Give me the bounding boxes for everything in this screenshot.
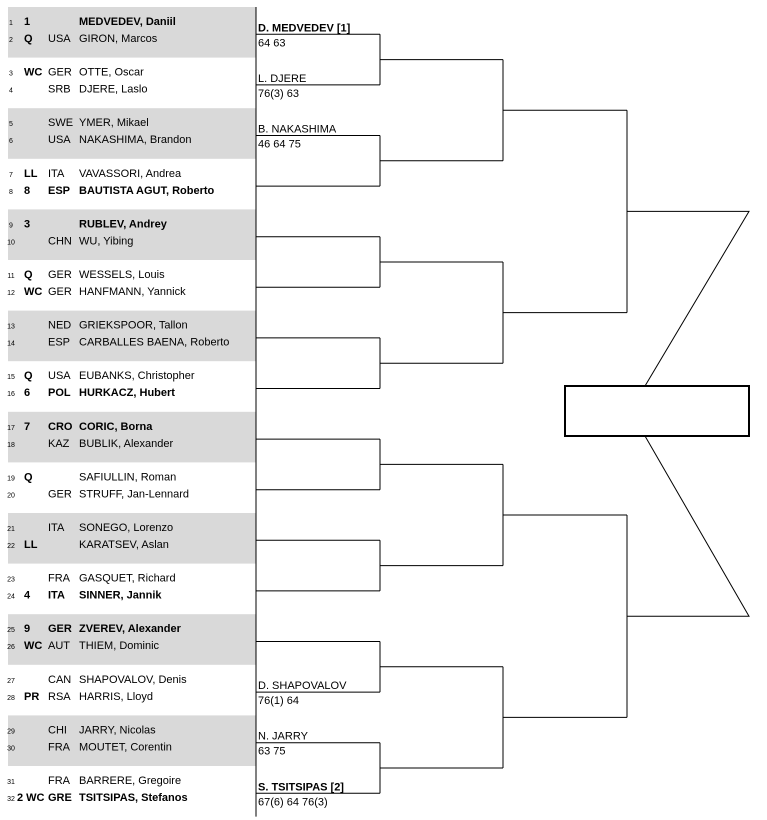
seed-label: PR xyxy=(24,690,40,703)
seed-label: 1 xyxy=(24,16,31,28)
draw-number: 11 xyxy=(7,273,15,280)
player-name: HANFMANN, Yannick xyxy=(79,286,186,298)
draw-number: 16 xyxy=(7,391,15,399)
seed-label: 3 xyxy=(24,218,31,231)
draw-number: 19 xyxy=(7,475,15,483)
draw-number: 12 xyxy=(7,290,15,297)
nationality: FRA xyxy=(48,741,70,754)
round2-winner: D. SHAPOVALOV xyxy=(258,680,347,693)
seed-label: 6 xyxy=(24,387,31,400)
player-name: EUBANKS, Christopher xyxy=(79,370,195,383)
player-name: KARATSEV, Aslan xyxy=(79,539,169,551)
nationality: GER xyxy=(48,269,72,281)
draw-number: 3 xyxy=(9,70,13,78)
nationality: ITA xyxy=(48,589,65,602)
player-name: VAVASSORI, Andrea xyxy=(79,167,182,180)
nationality: FRA xyxy=(48,572,70,585)
final-winner-box xyxy=(565,386,749,436)
nationality: USA xyxy=(48,33,71,45)
seed-label: WC xyxy=(24,66,43,79)
draw-number: 7 xyxy=(9,171,13,179)
draw-number: 9 xyxy=(9,222,13,230)
round2-score: 46 64 75 xyxy=(258,138,301,151)
nationality: CRO xyxy=(48,420,73,433)
nationality: FRA xyxy=(48,775,70,787)
seed-label: WC xyxy=(24,640,43,653)
draw-number: 5 xyxy=(9,121,13,129)
draw-number: 29 xyxy=(7,728,15,736)
player-name: ZVEREV, Alexander xyxy=(79,623,181,636)
player-name: HARRIS, Lloyd xyxy=(79,690,153,703)
round2-score: 76(1) 64 xyxy=(258,695,299,708)
draw-number: 21 xyxy=(7,526,15,533)
draw-number: 32 xyxy=(7,796,15,803)
player-name: CORIC, Borna xyxy=(79,420,153,433)
draw-number: 23 xyxy=(7,576,15,584)
nationality: AUT xyxy=(48,640,70,653)
round2-score: 64 63 xyxy=(258,37,286,50)
round2-score: 63 75 xyxy=(258,745,286,758)
seed-label: 2 WC xyxy=(17,792,45,804)
semifinal-bottom-line xyxy=(627,436,749,616)
nationality: USA xyxy=(48,370,71,383)
draw-number: 17 xyxy=(7,424,15,432)
player-name: STRUFF, Jan-Lennard xyxy=(79,488,190,501)
nationality: USA xyxy=(48,134,71,147)
player-name: NAKASHIMA, Brandon xyxy=(79,134,192,147)
nationality: POL xyxy=(48,387,71,400)
draw-number: 26 xyxy=(7,644,15,652)
nationality: KAZ xyxy=(48,437,70,450)
draw-number: 6 xyxy=(9,138,13,146)
player-name: WESSELS, Louis xyxy=(79,269,165,281)
seed-label: Q xyxy=(24,269,33,281)
nationality: GER xyxy=(48,66,72,79)
player-name: THIEM, Dominic xyxy=(79,640,160,653)
nationality: ESP xyxy=(48,184,71,197)
player-name: DJERE, Laslo xyxy=(79,83,148,96)
seed-label: 9 xyxy=(24,623,31,636)
player-name: SINNER, Jannik xyxy=(79,589,162,602)
draw-number: 13 xyxy=(7,323,15,331)
draw-number: 22 xyxy=(7,543,15,550)
seed-label: 7 xyxy=(24,420,31,433)
seed-label: Q xyxy=(24,471,33,484)
round2-winner: L. DJERE xyxy=(258,72,307,85)
draw-number: 30 xyxy=(7,745,15,753)
player-name: HURKACZ, Hubert xyxy=(79,387,175,400)
seed-label: Q xyxy=(24,33,33,45)
player-name: MOUTET, Corentin xyxy=(79,741,172,754)
player-name: YMER, Mikael xyxy=(79,117,149,130)
seed-label: 4 xyxy=(24,589,31,602)
player-name: GIRON, Marcos xyxy=(79,33,158,45)
round2-winner: B. NAKASHIMA xyxy=(258,123,337,136)
player-name: GASQUET, Richard xyxy=(79,572,176,585)
player-name: MEDVEDEV, Daniil xyxy=(79,16,176,28)
draw-number: 8 xyxy=(9,188,13,196)
player-name: TSITSIPAS, Stefanos xyxy=(79,792,188,804)
player-name: CARBALLES BAENA, Roberto xyxy=(79,336,230,349)
round2-winner: S. TSITSIPAS [2] xyxy=(258,781,344,794)
nationality: RSA xyxy=(48,690,71,703)
draw-number: 20 xyxy=(7,492,15,500)
draw-number: 28 xyxy=(7,694,15,702)
player-name: OTTE, Oscar xyxy=(79,66,144,79)
seed-label: Q xyxy=(24,370,33,383)
nationality: GER xyxy=(48,286,72,298)
player-name: BARRERE, Gregoire xyxy=(79,775,182,787)
nationality: ESP xyxy=(48,336,71,349)
player-name: BUBLIK, Alexander xyxy=(79,437,174,450)
seed-label: LL xyxy=(24,167,38,180)
nationality: SRB xyxy=(48,83,71,96)
draw-number: 27 xyxy=(7,677,15,685)
player-name: SAFIULLIN, Roman xyxy=(79,471,177,484)
nationality: CAN xyxy=(48,673,72,686)
draw-number: 14 xyxy=(7,340,15,348)
player-name: WU, Yibing xyxy=(79,235,134,248)
draw-number: 24 xyxy=(7,593,15,601)
draw-number: 4 xyxy=(9,87,13,95)
nationality: CHI xyxy=(48,724,67,737)
draw-number: 15 xyxy=(7,374,15,382)
nationality: GER xyxy=(48,488,72,501)
player-name: JARRY, Nicolas xyxy=(79,724,156,737)
player-name: SHAPOVALOV, Denis xyxy=(79,673,187,686)
nationality: GRE xyxy=(48,792,72,804)
semifinal-top-line xyxy=(627,211,749,386)
nationality: ITA xyxy=(48,522,65,534)
nationality: CHN xyxy=(48,235,72,248)
nationality: NED xyxy=(48,319,72,332)
player-name: BAUTISTA AGUT, Roberto xyxy=(79,184,215,197)
draw-number: 1 xyxy=(9,20,13,27)
round2-score: 67(6) 64 76(3) xyxy=(258,796,328,809)
draw-number: 18 xyxy=(7,441,15,449)
round2-winner: D. MEDVEDEV [1] xyxy=(258,22,351,35)
seed-label: 8 xyxy=(24,184,31,197)
nationality: GER xyxy=(48,623,72,636)
draw-number: 10 xyxy=(7,239,15,247)
player-name: RUBLEV, Andrey xyxy=(79,218,167,231)
draw-number: 2 xyxy=(9,37,13,44)
round2-score: 76(3) 63 xyxy=(258,87,299,100)
player-name: SONEGO, Lorenzo xyxy=(79,522,174,534)
draw-number: 31 xyxy=(7,779,15,786)
round2-winner: N. JARRY xyxy=(258,730,308,743)
nationality: SWE xyxy=(48,117,74,130)
draw-number: 25 xyxy=(7,627,15,635)
nationality: ITA xyxy=(48,167,65,180)
seed-label: WC xyxy=(24,286,43,298)
seed-label: LL xyxy=(24,539,38,551)
player-name: GRIEKSPOOR, Tallon xyxy=(79,319,188,332)
